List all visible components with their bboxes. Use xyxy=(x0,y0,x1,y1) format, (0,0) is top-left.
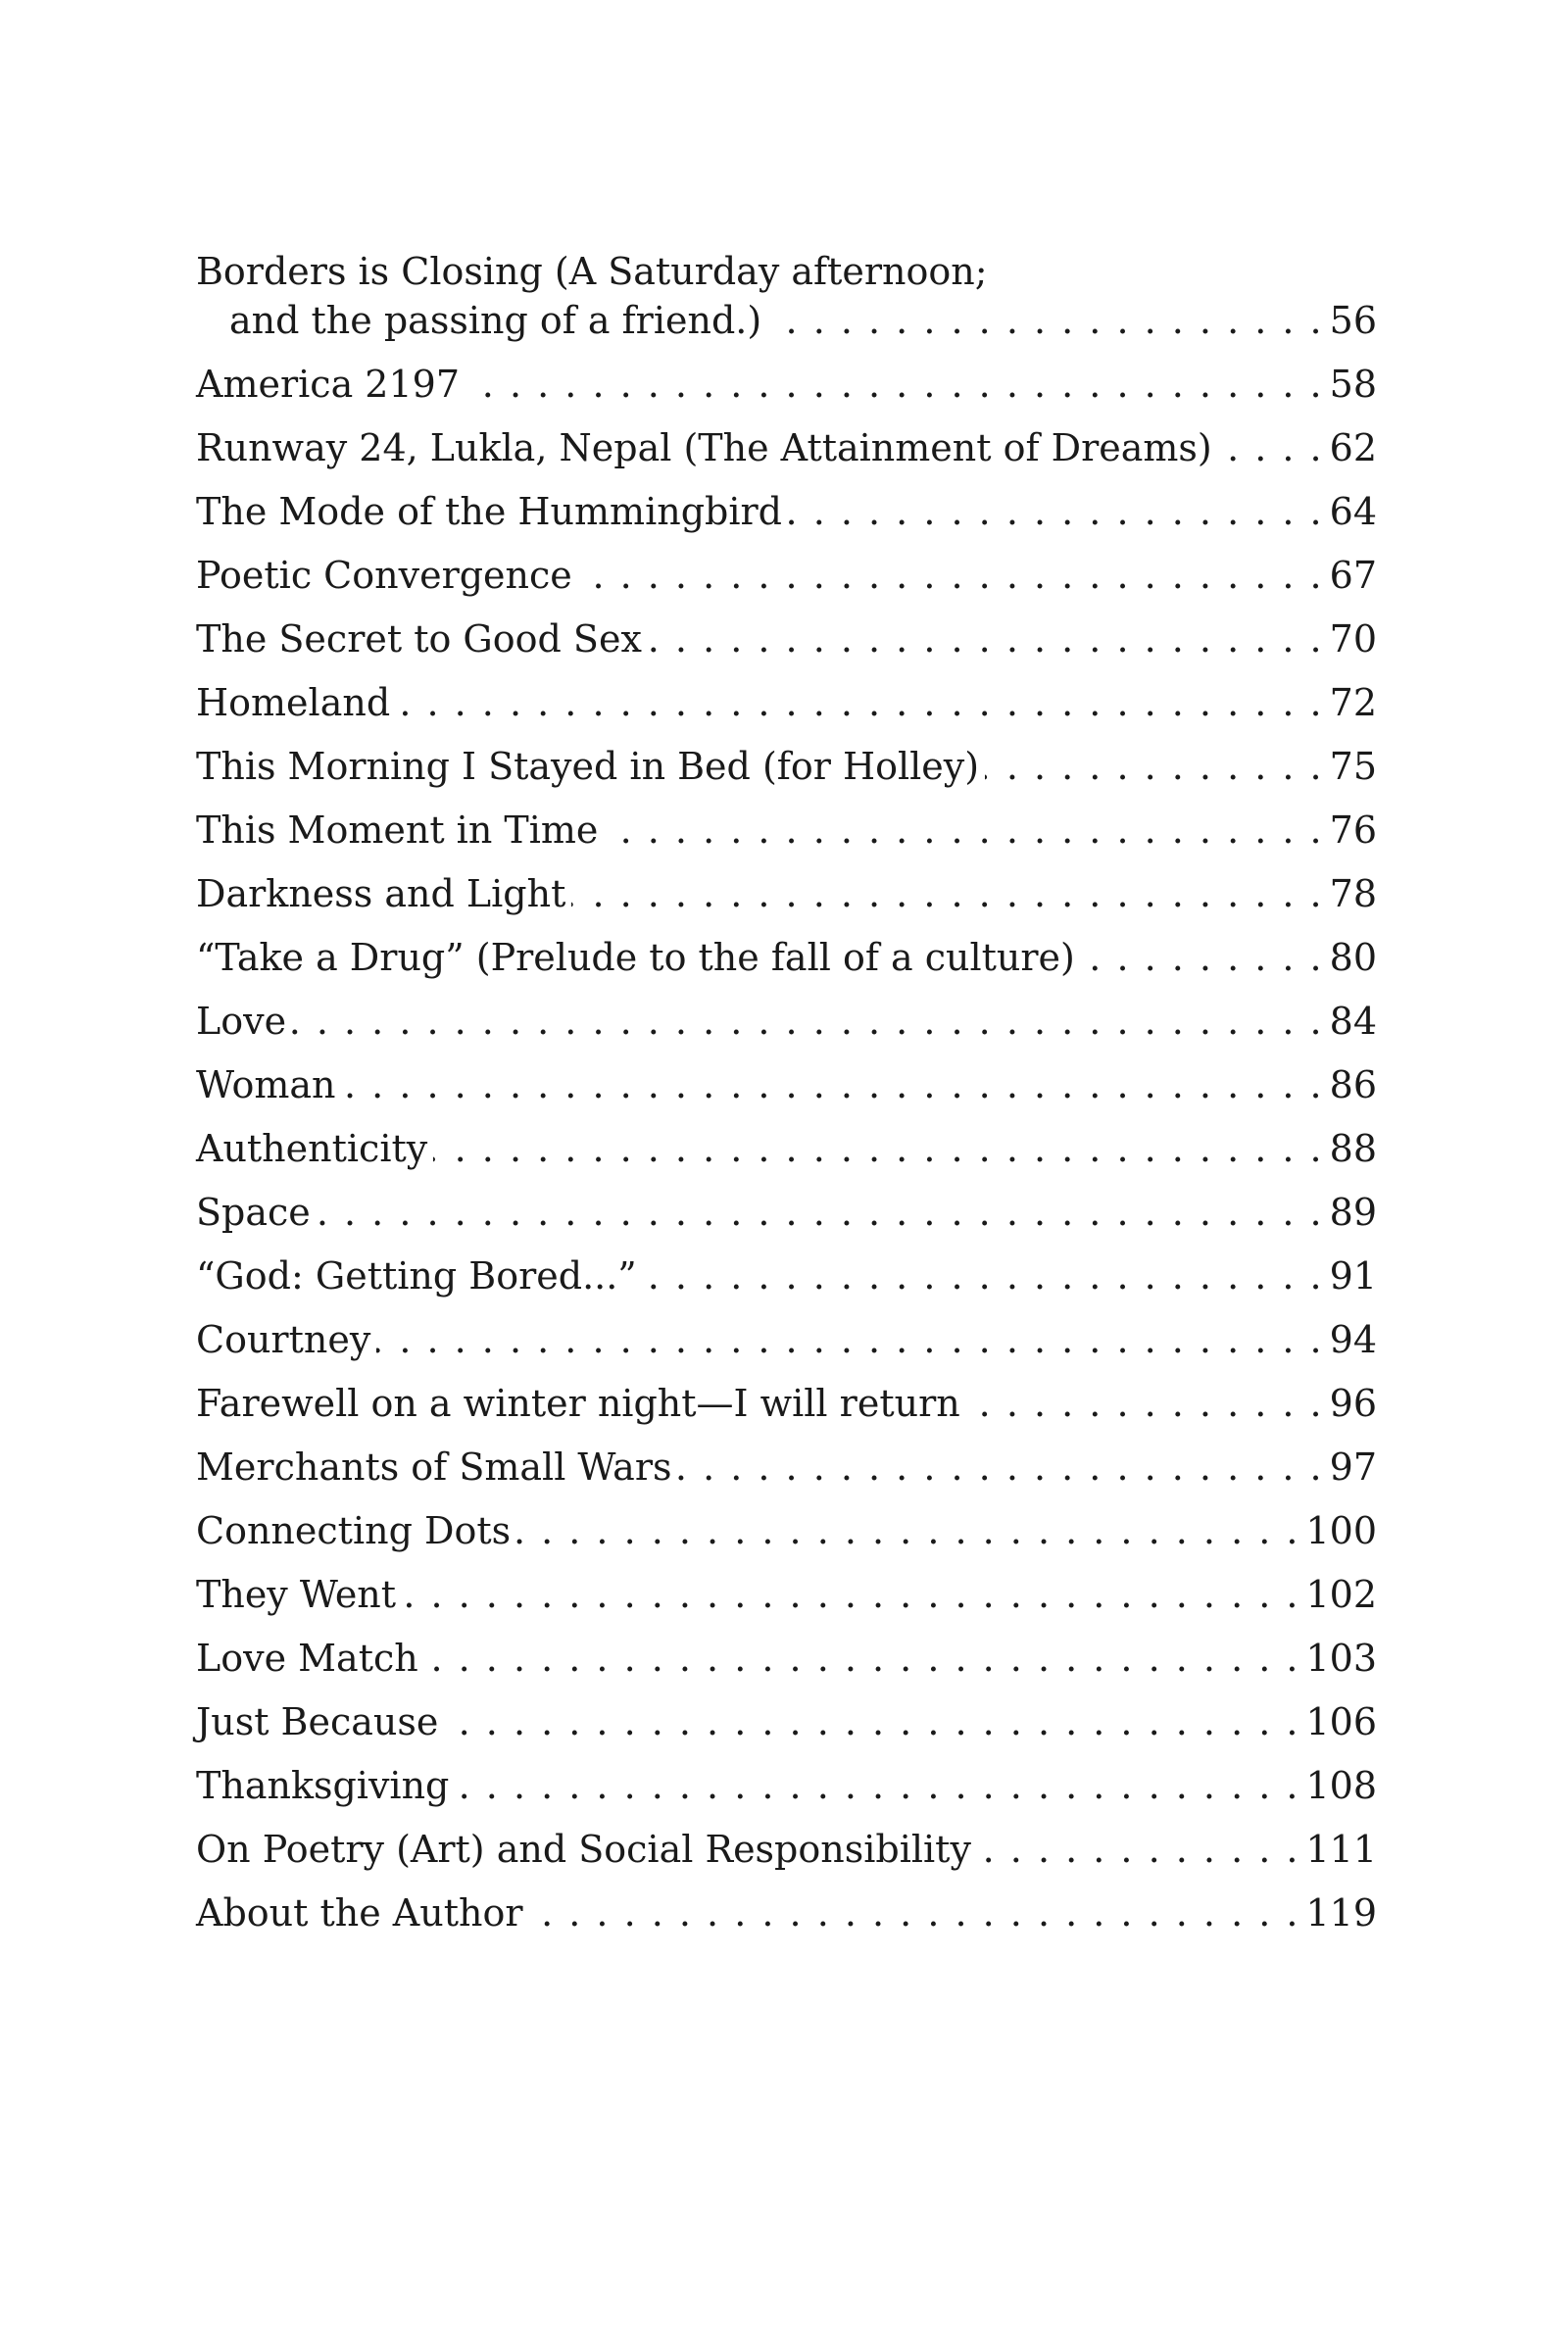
toc-entry-page: 56 xyxy=(1322,296,1377,345)
toc-entry-title: The Mode of the Hummingbird xyxy=(196,487,788,536)
toc-entry[interactable] xyxy=(196,1506,1377,1555)
toc-entry-title: This Morning I Stayed in Bed (for Holley) xyxy=(196,742,985,791)
toc-entry-line xyxy=(196,360,1377,409)
toc-entry-page: 86 xyxy=(1322,1060,1377,1109)
toc-entry-line xyxy=(196,1315,1377,1364)
toc-entry-page: 75 xyxy=(1322,742,1377,791)
dot-leader xyxy=(648,614,1322,663)
toc-entry-line xyxy=(196,1060,1377,1109)
toc-entry-line xyxy=(196,806,1377,855)
toc-entry-line xyxy=(196,1188,1377,1237)
toc-entry-title: America 2197 xyxy=(196,360,466,409)
toc-entry-page: 58 xyxy=(1322,360,1377,409)
toc-entry-page: 119 xyxy=(1298,1888,1377,1937)
toc-entry-title: Authenticity xyxy=(196,1124,433,1173)
toc-entry-line xyxy=(196,1124,1377,1173)
toc-entry[interactable] xyxy=(196,933,1377,982)
dot-leader xyxy=(1218,423,1322,472)
dot-leader xyxy=(444,1697,1298,1746)
dot-leader xyxy=(292,997,1322,1046)
toc-entry[interactable] xyxy=(196,1315,1377,1364)
toc-entry-page: 70 xyxy=(1322,614,1377,663)
toc-entry-line xyxy=(196,1379,1377,1428)
toc-entry-page: 88 xyxy=(1322,1124,1377,1173)
toc-entry-line xyxy=(196,1506,1377,1555)
dot-leader xyxy=(966,1379,1322,1428)
toc-entry-page: 97 xyxy=(1322,1443,1377,1492)
dot-leader xyxy=(466,360,1322,409)
toc-entry-title: Love Match xyxy=(196,1634,424,1683)
toc-entry-page: 100 xyxy=(1298,1506,1377,1555)
toc-entry-line xyxy=(196,997,1377,1046)
toc-entry-title-continuation: and the passing of a friend.) xyxy=(229,296,767,345)
toc-entry-line xyxy=(196,869,1377,918)
toc-entry-title: Poetic Convergence xyxy=(196,551,578,600)
toc-entry-page: 80 xyxy=(1322,933,1377,982)
toc-entry[interactable] xyxy=(196,1570,1377,1619)
toc-entry[interactable] xyxy=(196,614,1377,663)
toc-entry[interactable] xyxy=(196,678,1377,727)
toc-entry-line xyxy=(196,1251,1377,1300)
toc-entry-title: Merchants of Small Wars xyxy=(196,1443,678,1492)
toc-entry-title: Borders is Closing (A Saturday afternoon; xyxy=(196,247,994,296)
toc-entry-page: 102 xyxy=(1298,1570,1377,1619)
toc-entry-title: Love xyxy=(196,997,292,1046)
toc-entry[interactable] xyxy=(196,1443,1377,1492)
dot-leader xyxy=(342,1060,1322,1109)
toc-entry[interactable] xyxy=(196,1761,1377,1810)
toc-entry-page: 94 xyxy=(1322,1315,1377,1364)
toc-entry[interactable] xyxy=(196,487,1377,536)
dot-leader xyxy=(977,1825,1298,1874)
toc-entry[interactable] xyxy=(196,1888,1377,1937)
toc-entry[interactable] xyxy=(196,1379,1377,1428)
toc-entry-title: On Poetry (Art) and Social Responsibility xyxy=(196,1825,977,1874)
toc-entry-page: 64 xyxy=(1322,487,1377,536)
toc-entry-title: This Moment in Time xyxy=(196,806,604,855)
toc-entry-title: “Take a Drug” (Prelude to the fall of a culture) xyxy=(196,933,1081,982)
toc-entry[interactable] xyxy=(196,869,1377,918)
toc-entry-title: “God: Getting Bored...” xyxy=(196,1251,643,1300)
dot-leader xyxy=(985,742,1322,791)
toc-entry-page: 67 xyxy=(1322,551,1377,600)
toc-entry-title: Woman xyxy=(196,1060,342,1109)
toc-entry-line xyxy=(196,296,1377,345)
toc-entry-line xyxy=(196,1888,1377,1937)
toc-entry-title: Thanksgiving xyxy=(196,1761,455,1810)
toc-entry-title: They Went xyxy=(196,1570,402,1619)
toc-entry-line xyxy=(196,933,1377,982)
toc-entry-title: Homeland xyxy=(196,678,396,727)
toc-entry[interactable] xyxy=(196,1060,1377,1109)
toc-entry-line xyxy=(196,1825,1377,1874)
dot-leader xyxy=(528,1888,1298,1937)
toc-entry-line xyxy=(196,247,1377,296)
table-of-contents xyxy=(196,247,1377,1952)
toc-entry-title: Runway 24, Lukla, Nepal (The Attainment of Dreams) xyxy=(196,423,1218,472)
toc-entry[interactable] xyxy=(196,247,1377,345)
toc-entry[interactable] xyxy=(196,1634,1377,1683)
toc-entry-line xyxy=(196,487,1377,536)
dot-leader xyxy=(678,1443,1322,1492)
toc-entry-page: 84 xyxy=(1322,997,1377,1046)
dot-leader xyxy=(433,1124,1321,1173)
toc-entry-page: 108 xyxy=(1298,1761,1377,1810)
toc-entry-page: 96 xyxy=(1322,1379,1377,1428)
dot-leader xyxy=(604,806,1321,855)
toc-entry-page: 76 xyxy=(1322,806,1377,855)
toc-entry-title: Just Because xyxy=(196,1697,444,1746)
toc-entry-page: 78 xyxy=(1322,869,1377,918)
toc-entry-line xyxy=(196,1697,1377,1746)
dot-leader xyxy=(317,1188,1322,1237)
toc-entry-page: 72 xyxy=(1322,678,1377,727)
dot-leader xyxy=(571,869,1321,918)
toc-entry[interactable] xyxy=(196,1697,1377,1746)
dot-leader xyxy=(424,1634,1298,1683)
toc-entry[interactable] xyxy=(196,742,1377,791)
toc-entry-title: Darkness and Light xyxy=(196,869,571,918)
toc-entry-page: 111 xyxy=(1298,1825,1377,1874)
toc-entry[interactable] xyxy=(196,360,1377,409)
dot-leader xyxy=(1081,933,1322,982)
toc-entry[interactable] xyxy=(196,997,1377,1046)
toc-entry[interactable] xyxy=(196,551,1377,600)
toc-entry-title: Connecting Dots xyxy=(196,1506,516,1555)
toc-entry-line xyxy=(196,678,1377,727)
dot-leader xyxy=(376,1315,1321,1364)
toc-entry[interactable] xyxy=(196,1825,1377,1874)
toc-entry[interactable] xyxy=(196,1188,1377,1237)
toc-entry-line xyxy=(196,1570,1377,1619)
toc-entry-title: The Secret to Good Sex xyxy=(196,614,648,663)
toc-entry-page: 91 xyxy=(1322,1251,1377,1300)
toc-entry[interactable] xyxy=(196,806,1377,855)
toc-entry-page: 103 xyxy=(1298,1634,1377,1683)
toc-entry-page: 106 xyxy=(1298,1697,1377,1746)
dot-leader xyxy=(516,1506,1298,1555)
toc-entry-title: Farewell on a winter night—I will return xyxy=(196,1379,966,1428)
toc-entry[interactable] xyxy=(196,1251,1377,1300)
dot-leader xyxy=(788,487,1322,536)
toc-entry-line xyxy=(196,423,1377,472)
toc-entry-line xyxy=(196,1761,1377,1810)
dot-leader xyxy=(643,1251,1322,1300)
dot-leader xyxy=(402,1570,1298,1619)
dot-leader xyxy=(578,551,1322,600)
toc-entry[interactable] xyxy=(196,1124,1377,1173)
toc-entry-title: About the Author xyxy=(196,1888,528,1937)
toc-entry-line xyxy=(196,551,1377,600)
toc-entry-page: 62 xyxy=(1322,423,1377,472)
toc-entry-page: 89 xyxy=(1322,1188,1377,1237)
dot-leader xyxy=(767,296,1321,345)
toc-entry-line xyxy=(196,614,1377,663)
dot-leader xyxy=(396,678,1321,727)
toc-entry-title: Space xyxy=(196,1188,317,1237)
toc-entry-line xyxy=(196,1443,1377,1492)
toc-entry-line xyxy=(196,1634,1377,1683)
toc-entry-title: Courtney xyxy=(196,1315,376,1364)
toc-entry-line xyxy=(196,742,1377,791)
toc-entry[interactable] xyxy=(196,423,1377,472)
dot-leader xyxy=(455,1761,1298,1810)
